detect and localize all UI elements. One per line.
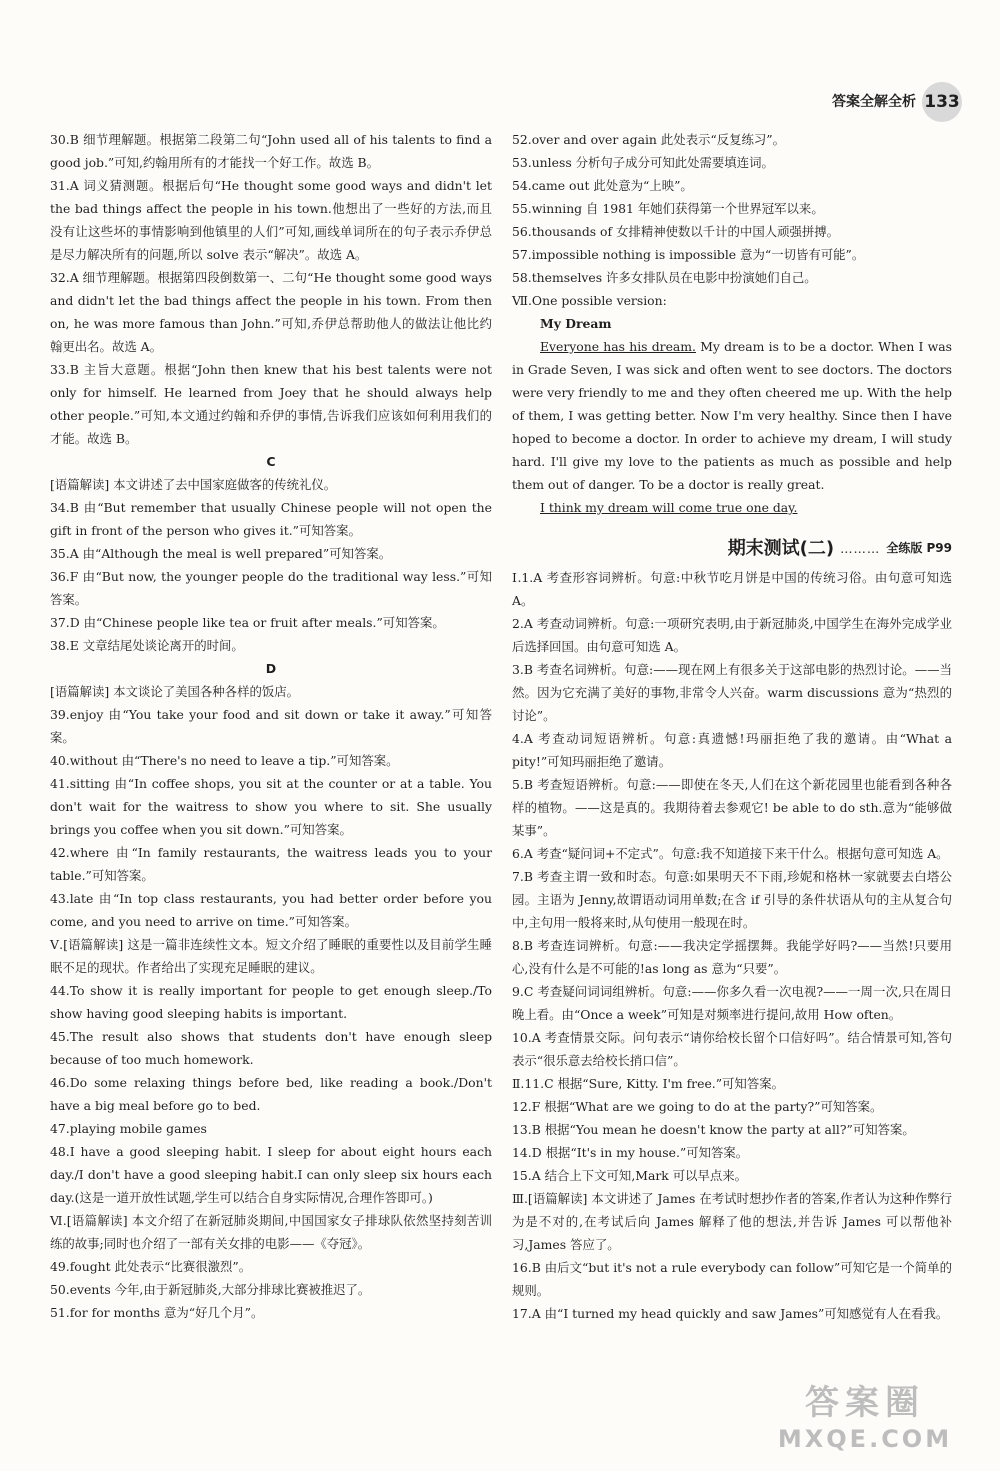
answer-item: Ⅵ.[语篇解读] 本文介绍了在新冠肺炎期间,中国国家女子排球队依然坚持刻苦训练的故事;同时也介绍了一部有关女排的电影——《夺冠》。 bbox=[50, 1213, 492, 1251]
answer-item: 15.A 结合上下文可知,Mark 可以早点来。 bbox=[512, 1168, 748, 1183]
answer-item: 39.enjoy 由“You take your food and sit down or take it away.”可知答案。 bbox=[50, 707, 492, 745]
answer-item: Ⅲ.[语篇解读] 本文讲述了 James 在考试时想抄作者的答案,作者认为这种作弊行为是不对的,在考试后向 James 解释了他的想法,并告诉 James 可以帮他补习,James 答应了。 bbox=[512, 1191, 952, 1252]
answer-item: 33.B 主旨大意题。根据“John then knew that his best talents were not only for himself. He learned from Joey that he should always help other people.”可知,本文通过约翰和乔伊的事情,告诉我们应该如何利用我们的才能。故选 B。 bbox=[50, 362, 492, 446]
answer-item: 40.without 由“There's no need to leave a tip.”可知答案。 bbox=[50, 753, 399, 768]
essay-body-text: My dream is to be a doctor. When I was in Grade Seven, I was sick and often went to see doctors. The doctors were very friendly to me and they often cheered me up. With the help of them, I was getting better. Now I'm very healthy. Since then I have hoped to become a doctor. In order to achieve my dream, I will study hard. I'll give my love to the patients as much as possible and help them out of danger. To be a doctor is really great. bbox=[512, 339, 952, 492]
section-letter: D bbox=[265, 661, 277, 676]
header-title: 答案全解全析 bbox=[832, 93, 916, 110]
exam-reference: 全练版 P99 bbox=[886, 541, 952, 555]
answer-item: 34.B 由“But remember that usually Chinese people will not open the gift in front of the person who gives it.”可知答案。 bbox=[50, 500, 492, 538]
answer-item: 49.fought 此处表示“比赛很激烈”。 bbox=[50, 1259, 252, 1274]
answer-item: 38.E 文章结尾处谈论离开的时间。 bbox=[50, 638, 244, 653]
answer-item: 10.A 考查情景交际。问句表示“请你给校长留个口信好吗”。结合情景可知,答句表示“很乐意去给校长捎口信”。 bbox=[512, 1030, 952, 1068]
section-letter: C bbox=[266, 454, 276, 469]
answer-item: 16.B 由后文“but it's not a rule everybody can follow”可知它是一个简单的规则。 bbox=[512, 1260, 952, 1298]
answer-item: 13.B 根据“You mean he doesn't know the party at all?”可知答案。 bbox=[512, 1122, 915, 1137]
answer-item: 6.A 考查“疑问词+不定式”。句意:我不知道接下来干什么。根据句意可知选 A。 bbox=[512, 846, 949, 861]
answers-52-58 bbox=[512, 128, 952, 312]
answer-item: 45.The result also shows that students don't have enough sleep because of too much homework. bbox=[50, 1029, 492, 1067]
essay-last-line bbox=[512, 496, 952, 519]
answer-item: 36.F 由“But now, the younger people do the traditional way less.”可知答案。 bbox=[50, 569, 492, 607]
answer-item: 57.impossible nothing is impossible 意为“一切皆有可能”。 bbox=[512, 247, 865, 262]
answer-item: 46.Do some relaxing things before bed, like reading a book./Don't have a big meal before go to bed. bbox=[50, 1075, 492, 1113]
exam-dots: ……… bbox=[840, 541, 881, 556]
answer-item: 48.I have a good sleeping habit. I sleep for about eight hours each day./I don't have a good sleeping habit.I can only sleep six hours each day.(这是一道开放性试题,学生可以结合自身实际情况,合理作答即可。) bbox=[50, 1144, 492, 1205]
exam-answers bbox=[512, 566, 952, 1325]
essay-last-sentence: I think my dream will come true one day. bbox=[540, 500, 798, 515]
answer-item: [语篇解读] 本文谈论了美国各种各样的饭店。 bbox=[50, 684, 300, 699]
answer-item: 43.late 由“In top class restaurants, you had better order before you come, and you need to arrive on time.”可知答案。 bbox=[50, 891, 492, 929]
answer-item: 8.B 考查连词辨析。句意:——我决定学摇摆舞。我能学好吗?——当然!只要用心,没有什么是不可能的!as long as 意为“只要”。 bbox=[512, 938, 952, 976]
answer-item: 2.A 考查动词辨析。句意:一项研究表明,由于新冠肺炎,中国学生在海外完成学业后选择回国。由句意可知选 A。 bbox=[512, 616, 952, 654]
answer-item: 4.A 考查动词短语辨析。句意:真遗憾!玛丽拒绝了我的邀请。由“What a pity!”可知玛丽拒绝了邀请。 bbox=[512, 731, 952, 769]
answer-item: Ⅰ.1.A 考查形容词辨析。句意:中秋节吃月饼是中国的传统习俗。由句意可知选 A。 bbox=[512, 570, 952, 608]
exam-title: 期末测试(二) bbox=[727, 538, 835, 559]
answer-item: 7.B 考查主谓一致和时态。句意:如果明天不下雨,珍妮和格林一家就要去白塔公园。主语为 Jenny,故谓语动词用单数;在含 if 引导的条件状语从句的主从复合句中,主句用一般将来时,从句使用一般现在时。 bbox=[512, 869, 952, 930]
essay-title: My Dream bbox=[540, 316, 612, 331]
answer-item: Ⅶ.One possible version: bbox=[512, 293, 667, 308]
answer-item: 12.F 根据“What are we going to do at the party?”可知答案。 bbox=[512, 1099, 883, 1114]
answer-item: 56.thousands of 女排精神使数以千计的中国人顽强拼搏。 bbox=[512, 224, 840, 239]
answer-item: 51.for for months 意为“好几个月”。 bbox=[50, 1305, 264, 1320]
answer-item: 55.winning 自 1981 年她们获得第一个世界冠军以来。 bbox=[512, 201, 824, 216]
answer-item: 30.B 细节理解题。根据第二段第二句“John used all of his talents to find a good job.”可知,约翰用所有的才能找一个好工作。故选 B。 bbox=[50, 132, 492, 170]
right-column bbox=[512, 128, 952, 1325]
answer-item: 41.sitting 由“In coffee shops, you sit at the counter or at a table. You don't wait for the waitress to show you where to sit. She usually brings you coffee when you sit down.”可知答案。 bbox=[50, 776, 492, 837]
essay-body bbox=[512, 335, 952, 496]
essay bbox=[512, 312, 952, 519]
answer-item: 50.events 今年,由于新冠肺炎,大部分排球比赛被推迟了。 bbox=[50, 1282, 371, 1297]
answer-item: 17.A 由“I turned my head quickly and saw James”可知感觉有人在看我。 bbox=[512, 1306, 949, 1321]
answer-item: Ⅱ.11.C 根据“Sure, Kitty. I'm free.”可知答案。 bbox=[512, 1076, 784, 1091]
watermark-text: 答案圈 bbox=[805, 1383, 925, 1423]
answer-item: 32.A 细节理解题。根据第四段倒数第一、二句“He thought some good ways and didn't let the bad things affect the people in his town. From then on, he was more famous than John.”可知,乔伊总帮助他人的做法让他比约翰更出名。故选 A。 bbox=[50, 270, 492, 354]
page-header bbox=[832, 84, 962, 120]
answer-item: 5.B 考查短语辨析。句意:——即使在冬天,人们在这个新花园里也能看到各种各样的植物。——这是真的。我期待着去参观它! be able to do sth.意为“能够做某事”。 bbox=[512, 777, 952, 838]
answer-item: 53.unless 分析句子成分可知此处需要填连词。 bbox=[512, 155, 774, 170]
answer-item: 14.D 根据“It's in my house.”可知答案。 bbox=[512, 1145, 749, 1160]
answer-item: 35.A 由“Although the meal is well prepared”可知答案。 bbox=[50, 546, 392, 561]
answer-item: 3.B 考查名词辨析。句意:——现在网上有很多关于这部电影的热烈讨论。——当然。因为它充满了美好的事物,非常令人兴奋。warm discussions 意为“热烈的讨论”。 bbox=[512, 662, 952, 723]
answer-item: 31.A 词义猜测题。根据后句“He thought some good ways and didn't let the bad things affect the people in his town.他想出了一些好的方法,而且没有让这些坏的事情影响到他镇里的人们”可知,画线单词所在的句子表示乔伊总是尽力解决所有的问题,所以 solve 表示“解决”。故选 A。 bbox=[50, 178, 492, 262]
page-number: 133 bbox=[922, 82, 962, 122]
answer-item: [语篇解读] 本文讲述了去中国家庭做客的传统礼仪。 bbox=[50, 477, 337, 492]
watermark-logo bbox=[770, 1381, 960, 1461]
watermark-url: MXQE.COM bbox=[777, 1425, 953, 1453]
exam-heading bbox=[512, 537, 952, 560]
answer-item: 9.C 考查疑问词词组辨析。句意:——你多久看一次电视?——一周一次,只在周日晚上看。由“Once a week”可知是对频率进行提问,故用 How often。 bbox=[512, 984, 952, 1022]
essay-first-sentence: Everyone has his dream. bbox=[540, 339, 696, 354]
answer-item: 44.To show it is really important for people to get enough sleep./To show having good sleeping habits is important. bbox=[50, 983, 492, 1021]
answer-item: 54.came out 此处意为“上映”。 bbox=[512, 178, 693, 193]
answer-item: 42.where 由“In family restaurants, the waitress leads you to your table.”可知答案。 bbox=[50, 845, 492, 883]
answer-item: 37.D 由“Chinese people like tea or fruit after meals.”可知答案。 bbox=[50, 615, 445, 630]
answer-item: 58.themselves 许多女排队员在电影中扮演她们自己。 bbox=[512, 270, 817, 285]
answer-item: 47.playing mobile games bbox=[50, 1121, 207, 1136]
left-column bbox=[50, 128, 492, 1324]
answer-item: 52.over and over again 此处表示“反复练习”。 bbox=[512, 132, 786, 147]
answer-item: Ⅴ.[语篇解读] 这是一篇非连续性文本。短文介绍了睡眠的重要性以及目前学生睡眠不足的现状。作者给出了实现充足睡眠的建议。 bbox=[50, 937, 492, 975]
